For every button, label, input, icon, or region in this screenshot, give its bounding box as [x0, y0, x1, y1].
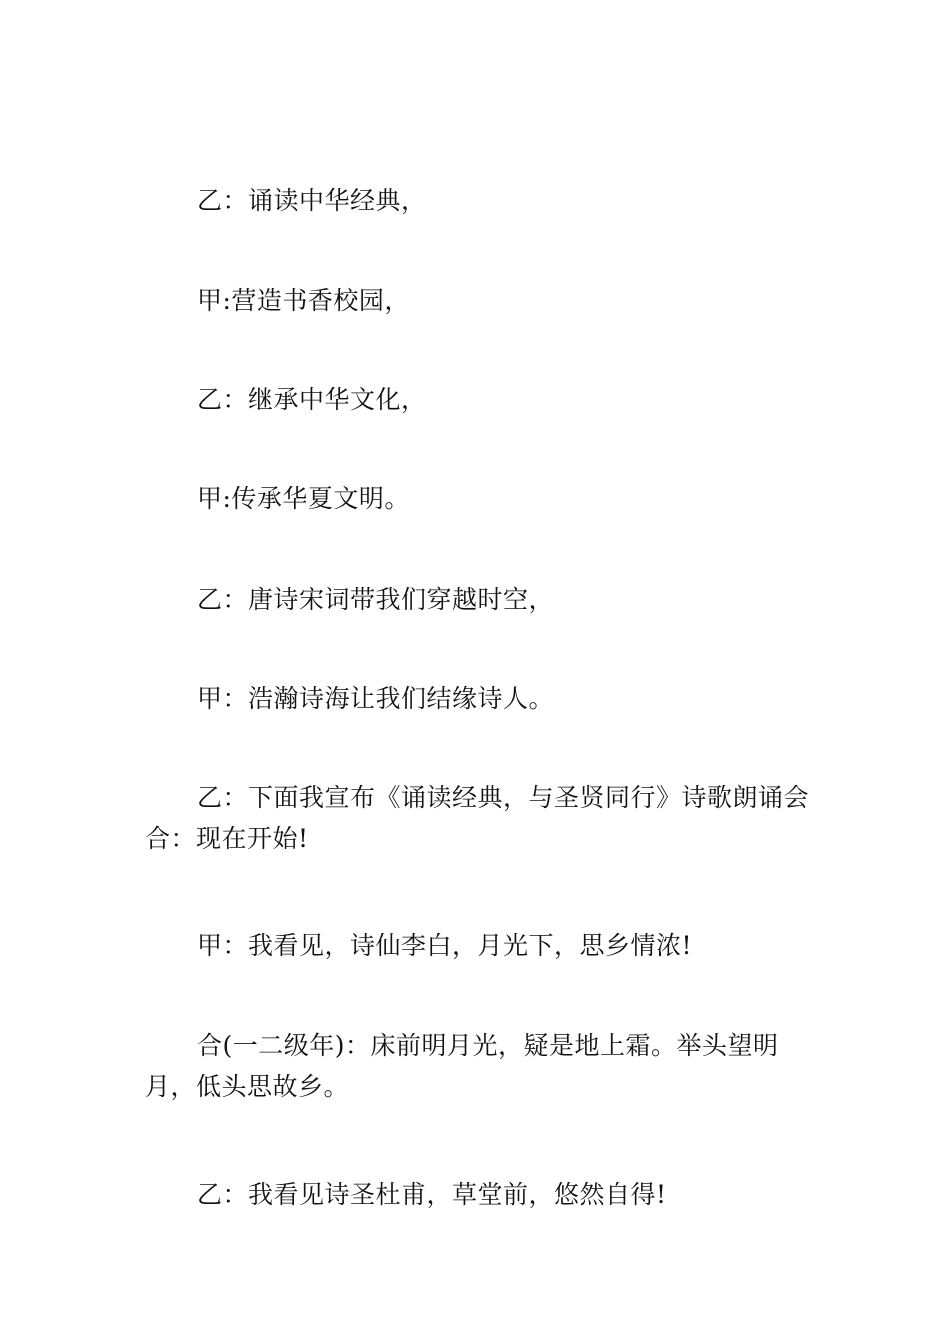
- paragraph-3: 乙：继承中华文化，: [197, 385, 427, 414]
- paragraph-7: 乙：下面我宣布《诵读经典，与圣贤同行》诗歌朗诵会合：现在开始!: [145, 783, 810, 853]
- paragraph-5: 乙：唐诗宋词带我们穿越时空，: [197, 585, 555, 614]
- paragraph-9: 合(一二级年)：床前明月光，疑是地上霜。举头望明月，低头思故乡。: [145, 1031, 779, 1101]
- paragraph-1: 乙：诵读中华经典，: [197, 186, 427, 215]
- paragraph-6: 甲：浩瀚诗海让我们结缘诗人。: [197, 684, 555, 713]
- paragraph-10: 乙：我看见诗圣杜甫，草堂前，悠然自得!: [197, 1180, 667, 1209]
- paragraph-8: 甲：我看见，诗仙李白，月光下，思乡情浓!: [197, 931, 693, 960]
- paragraph-4: 甲:传承华夏文明。: [197, 484, 410, 513]
- paragraph-2: 甲:营造书香校园，: [197, 286, 410, 315]
